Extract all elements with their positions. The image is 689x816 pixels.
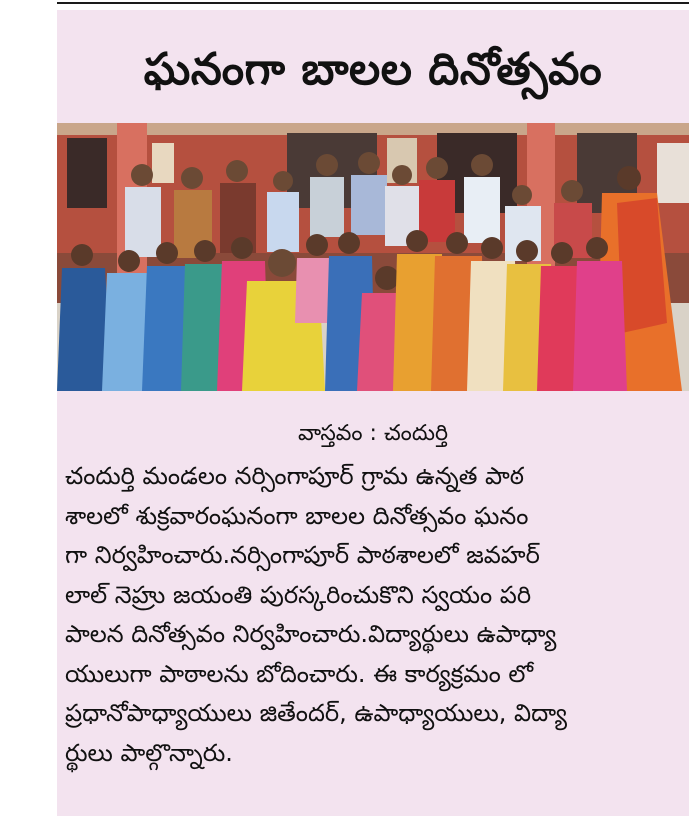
article-line: గా నిర్వహించారు.నర్సింగాపూర్ పాఠశాలలో జవహర్ (65, 541, 540, 569)
dateline: వాస్తవం : చందుర్తి (297, 421, 449, 446)
headline: ఘనంగా బాలల దినోత్సవం (143, 44, 603, 95)
article-body (65, 457, 665, 773)
article-line: లాల్ నెహ్రు జయంతి పురస్కరించుకొని స్వయం పరి (65, 580, 532, 609)
article-line: శాలలో శుక్రవారంఘనంగా బాలల దినోత్సవం ఘనం (65, 501, 529, 530)
article-line: ర్థులు పాల్గొన్నారు. (65, 738, 233, 767)
article-line: యులుగా పాఠాలను బోదించారు. ఈ కార్యక్రమం లో (65, 659, 534, 688)
article-line: చందుర్తి మండలం నర్సింగాపూర్ గ్రామ ఉన్నత పాఠ (65, 462, 525, 490)
news-clipping (57, 10, 689, 816)
group-photo (57, 123, 689, 391)
article-line: పాలన దినోత్సవం నిర్వహించారు.విద్యార్థులు ఉపాధ్యా (65, 620, 557, 648)
article-line: ప్రధానోపాధ్యాయులు జితేందర్, ఉపాధ్యాయులు, విద్యా (65, 699, 568, 727)
top-rule (57, 2, 689, 4)
